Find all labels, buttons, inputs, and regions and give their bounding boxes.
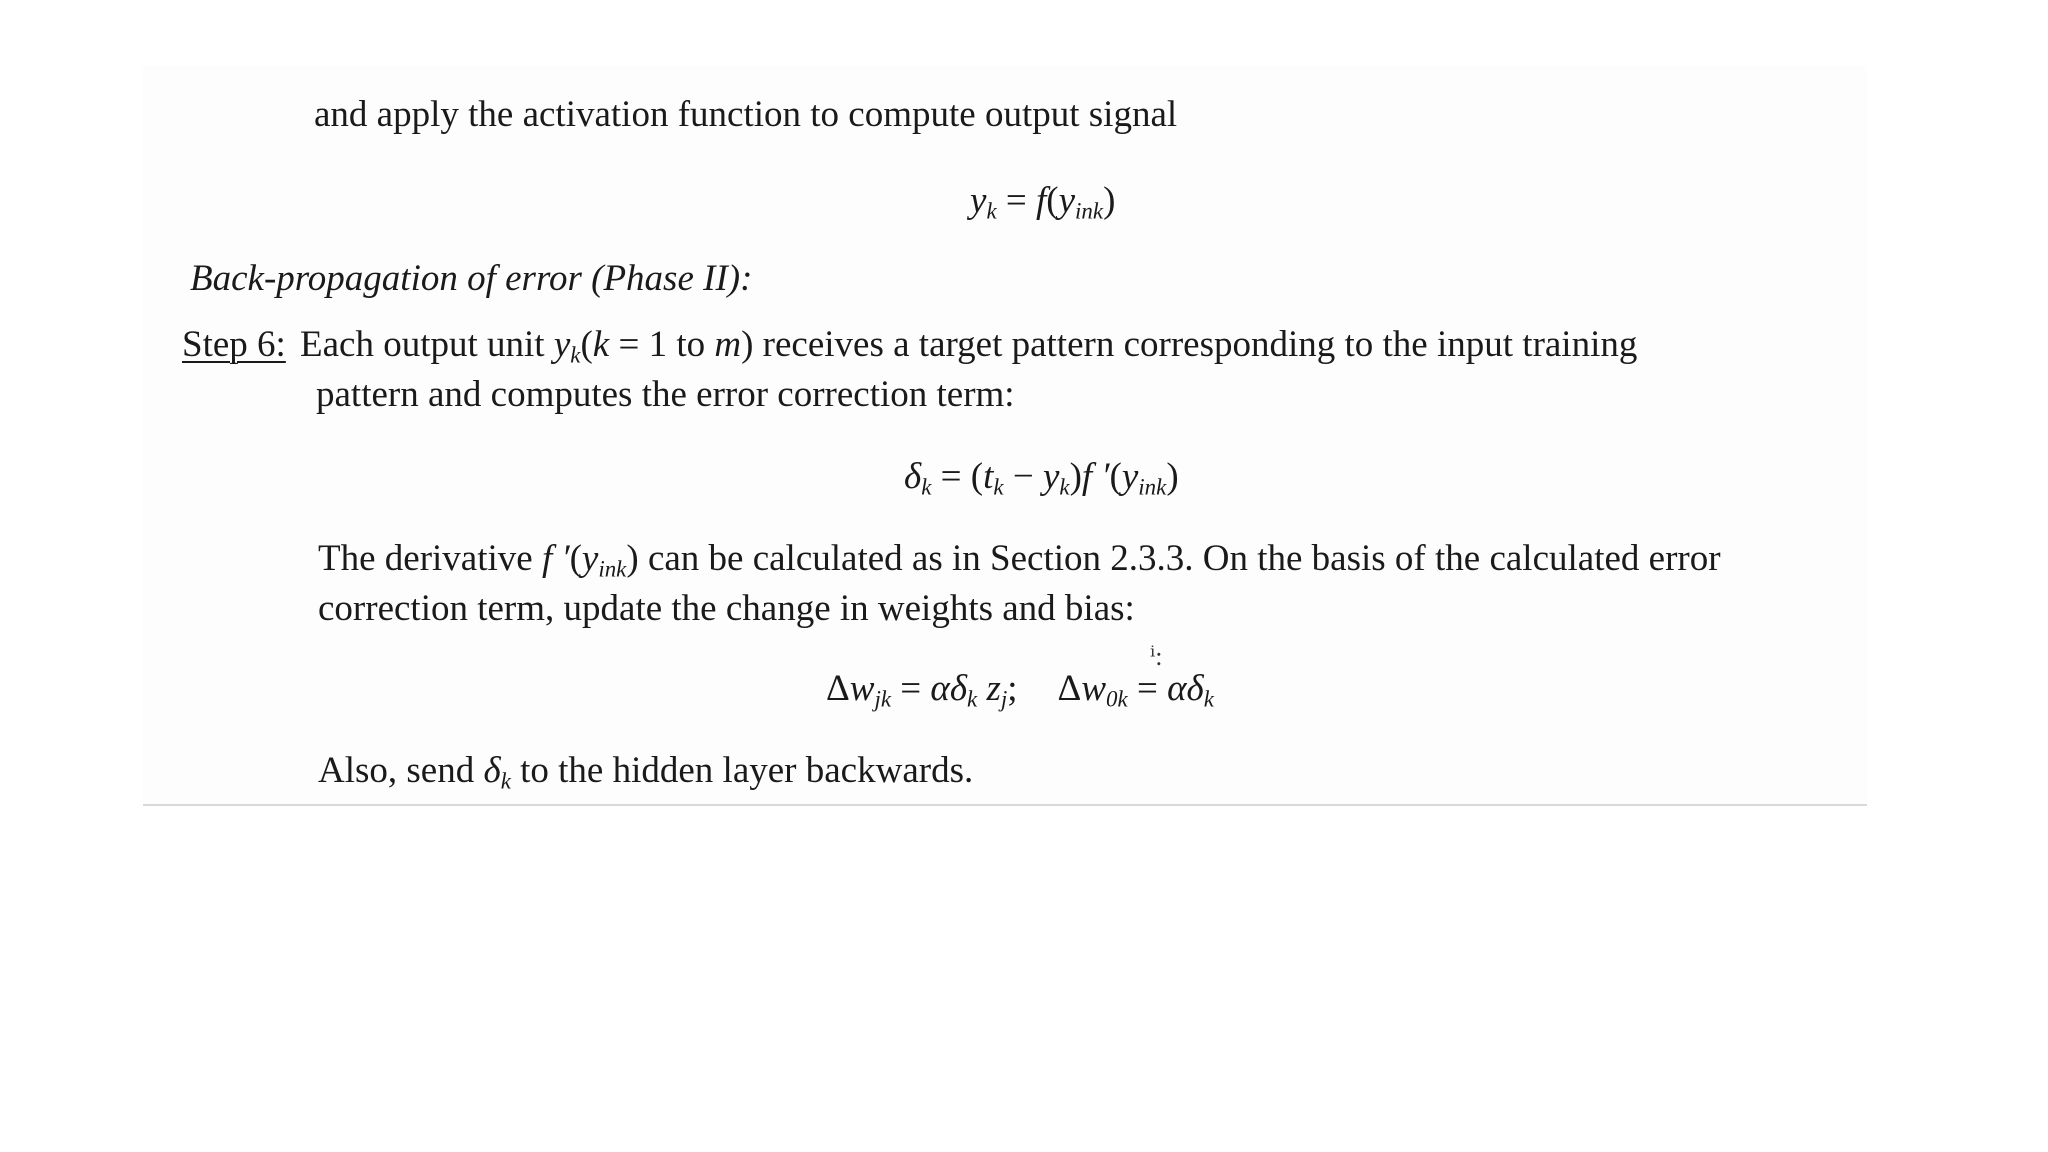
para1-b: ) can be calculated as in Section 2.3.3. On the basis of the calculated error xyxy=(626,538,1721,579)
para1-y-sub: ink xyxy=(598,556,627,582)
para1-y: y xyxy=(581,538,599,579)
eq1-f: f xyxy=(1036,180,1047,221)
step6-y: y xyxy=(553,324,571,365)
final-b: to the hidden layer backwards. xyxy=(510,750,974,791)
eq3-b-delta: Δ xyxy=(1057,668,1082,709)
eq3-a-z-sub: j xyxy=(1000,686,1008,712)
step6-part1: Each output unit xyxy=(300,324,554,365)
eq1-arg-sub: ink xyxy=(1075,198,1104,224)
eq3-b-w: w xyxy=(1081,668,1107,709)
step6-k: k xyxy=(592,324,610,365)
derivative-text-line-2: correction term, update the change in weights and bias: xyxy=(318,588,1135,629)
para1-open: ( xyxy=(569,538,582,579)
eq1-open: ( xyxy=(1046,180,1059,221)
eq1-equals: = xyxy=(996,180,1036,221)
step-6-label: Step 6: xyxy=(182,324,286,365)
eq3-b-d-sub: k xyxy=(1203,686,1214,712)
eq1-lhs: y xyxy=(970,180,987,221)
para1-a: The derivative xyxy=(318,538,542,579)
scan-artifact-mark: ⁱ: xyxy=(1150,642,1163,671)
eq1-close: ) xyxy=(1103,180,1116,221)
equation-error-term xyxy=(904,454,1179,510)
para1-f: f ′ xyxy=(541,538,570,579)
eq2-close: ) xyxy=(1069,456,1082,497)
eq2-arg: y xyxy=(1121,456,1139,497)
final-d-sub: k xyxy=(500,768,511,794)
text-line-activation: and apply the activation function to compute output signal xyxy=(314,94,1178,135)
eq3-b-d: δ xyxy=(1186,668,1204,709)
section-heading-phase-2: Back-propagation of error (Phase II): xyxy=(190,258,753,299)
eq2-y-sub: k xyxy=(1059,474,1070,500)
eq2-fprime: f ′ xyxy=(1081,456,1110,497)
step6-part2: ( xyxy=(580,324,593,365)
eq3-a-d: δ xyxy=(949,668,968,709)
step6-y-sub: k xyxy=(570,342,581,368)
eq3-b-w-sub: 0k xyxy=(1106,686,1128,712)
step6-m: m xyxy=(714,324,742,365)
equation-output-signal xyxy=(970,178,1115,234)
step6-part3: = 1 to xyxy=(609,324,715,365)
eq2-arg-sub: ink xyxy=(1138,474,1167,500)
eq1-arg: y xyxy=(1058,180,1076,221)
step-6-text-line-2: pattern and computes the error correction term: xyxy=(316,374,1015,415)
eq3-a-eq: = xyxy=(891,668,931,709)
eq3-a-w: w xyxy=(849,668,875,709)
final-a: Also, send xyxy=(318,750,484,791)
eq2-delta: δ xyxy=(904,456,922,497)
eq3-sep: ; xyxy=(1007,668,1018,709)
equation-weight-updates xyxy=(826,666,1214,722)
final-d: δ xyxy=(483,750,501,791)
eq2-eq: = ( xyxy=(931,456,984,497)
eq3-b-eq: = xyxy=(1127,668,1168,709)
eq3-a-w-sub: jk xyxy=(874,686,892,712)
eq2-close2: ) xyxy=(1166,456,1179,497)
final-text-line xyxy=(318,748,973,804)
step-6-text-line-1 xyxy=(300,322,1637,378)
eq2-minus: − xyxy=(1003,456,1043,497)
eq2-open2: ( xyxy=(1109,456,1122,497)
eq2-delta-sub: k xyxy=(921,474,932,500)
eq3-a-z: z xyxy=(977,668,1001,709)
eq3-b-alpha: α xyxy=(1167,668,1187,709)
eq1-lhs-sub: k xyxy=(986,198,997,224)
eq3-a-alpha: α xyxy=(930,668,950,709)
derivative-text-line-1 xyxy=(318,536,1721,592)
step6-part4: ) receives a target pattern corresponding to the input training xyxy=(741,324,1638,365)
eq2-t-sub: k xyxy=(993,474,1004,500)
eq3-a-d-sub: k xyxy=(967,686,978,712)
eq2-y: y xyxy=(1042,456,1060,497)
eq2-t: t xyxy=(983,456,994,497)
eq3-a-delta: Δ xyxy=(826,668,850,709)
